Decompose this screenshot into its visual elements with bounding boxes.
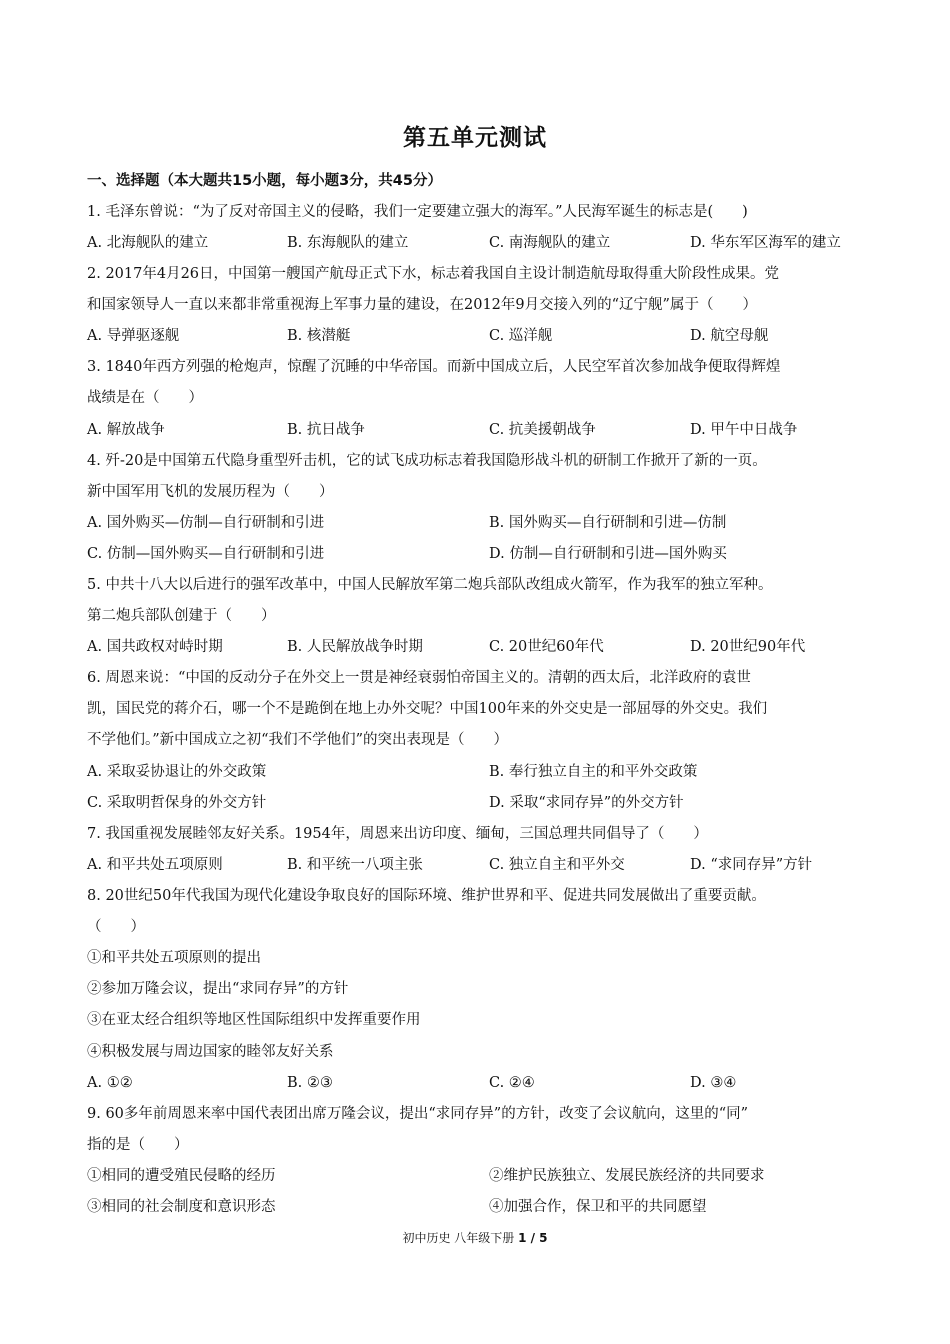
question-8-statement-3: ③在亚太经合组织等地区性国际组织中发挥重要作用 — [87, 1012, 421, 1028]
footer-course-label: 初中历史 八年级下册 — [402, 1231, 519, 1245]
question-5-option-c[interactable]: C. 20世纪60年代 — [489, 639, 604, 655]
question-4-option-b[interactable]: B. 国外购买—自行研制和引进—仿制 — [489, 515, 727, 531]
question-1-option-d[interactable]: D. 华东军区海军的建立 — [690, 235, 841, 251]
question-8-option-c[interactable]: C. ②④ — [489, 1075, 535, 1091]
question-6-option-c[interactable]: C. 采取明哲保身的外交方针 — [87, 795, 267, 811]
question-6-option-b[interactable]: B. 奉行独立自主的和平外交政策 — [489, 764, 698, 780]
question-7-text: 7. 我国重视发展睦邻友好关系。1954年，周恩来出访印度、缅甸，三国总理共同倡导了（ ） — [87, 826, 708, 842]
question-7-option-a[interactable]: A. 和平共处五项原则 — [87, 857, 223, 873]
question-9-statement-3: ③相同的社会制度和意识形态 — [87, 1199, 276, 1215]
question-9-statement-2: ②维护民族独立、发展民族经济的共同要求 — [489, 1168, 765, 1184]
question-3-option-c[interactable]: C. 抗美援朝战争 — [489, 422, 596, 438]
question-4-text-line-1: 4. 歼-20是中国第五代隐身重型歼击机，它的试飞成功标志着我国隐形战斗机的研制工作掀开了新的一页。 — [87, 453, 767, 469]
question-8-text-line-1: 8. 20世纪50年代我国为现代化建设争取良好的国际环境、维护世界和平、促进共同发展做出了重要贡献。 — [87, 888, 766, 904]
question-8-option-a[interactable]: A. ①② — [87, 1075, 133, 1091]
question-8-text-line-2: （ ） — [87, 919, 145, 935]
question-2-text-line-1: 2. 2017年4月26日，中国第一艘国产航母正式下水，标志着我国自主设计制造航母取得重大阶段性成果。党 — [87, 266, 780, 282]
question-4-text-line-2: 新中国军用飞机的发展历程为（ ） — [87, 484, 334, 500]
question-4-options-row-1 — [87, 511, 877, 535]
question-7-options — [87, 853, 877, 877]
question-8-statement-2: ②参加万隆会议，提出“求同存异”的方针 — [87, 981, 349, 997]
question-9-statement-1: ①相同的遭受殖民侵略的经历 — [87, 1168, 276, 1184]
question-5-text-line-1: 5. 中共十八大以后进行的强军改革中，中国人民解放军第二炮兵部队改组成火箭军，作为我军的独立军种。 — [87, 577, 773, 593]
question-3-option-d[interactable]: D. 甲午中日战争 — [690, 422, 798, 438]
question-8-statement-4: ④积极发展与周边国家的睦邻友好关系 — [87, 1044, 334, 1060]
question-3-option-a[interactable]: A. 解放战争 — [87, 422, 165, 438]
question-2-text-line-2: 和国家领导人一直以来都非常重视海上军事力量的建设，在2012年9月交接入列的“辽宁舰”属于（ ） — [87, 297, 757, 313]
question-6-option-d[interactable]: D. 采取“求同存异”的外交方针 — [489, 795, 684, 811]
question-6-options-row-2 — [87, 791, 877, 815]
question-2-option-d[interactable]: D. 航空母舰 — [690, 328, 769, 344]
question-1-option-a[interactable]: A. 北海舰队的建立 — [87, 235, 209, 251]
question-2-option-b[interactable]: B. 核潜艇 — [287, 328, 351, 344]
question-4-option-a[interactable]: A. 国外购买—仿制—自行研制和引进 — [87, 515, 325, 531]
question-9-text-line-1: 9. 60多年前周恩来率中国代表团出席万隆会议，提出“求同存异”的方针，改变了会议航向，这里的“同” — [87, 1106, 749, 1122]
question-3-option-b[interactable]: B. 抗日战争 — [287, 422, 365, 438]
question-6-text-line-1: 6. 周恩来说：“中国的反动分子在外交上一贯是神经衰弱怕帝国主义的。清朝的西太后，北洋政府的袁世 — [87, 670, 751, 686]
page-number: 1 / 5 — [518, 1231, 548, 1245]
question-9-text-line-2: 指的是（ ） — [87, 1137, 189, 1153]
question-1-text: 1. 毛泽东曾说：“为了反对帝国主义的侵略，我们一定要建立强大的海军。”人民海军诞生的标志是( ) — [87, 204, 748, 220]
question-7-option-b[interactable]: B. 和平统一八项主张 — [287, 857, 423, 873]
question-9-statements-row-2 — [87, 1195, 877, 1219]
page-title: 第五单元测试 — [403, 125, 547, 151]
question-5-option-d[interactable]: D. 20世纪90年代 — [690, 639, 806, 655]
question-3-text-line-1: 3. 1840年西方列强的枪炮声，惊醒了沉睡的中华帝国。而新中国成立后，人民空军首次参加战争便取得辉煌 — [87, 359, 781, 375]
question-6-text-line-2: 凯，国民党的蒋介石，哪一个不是跪倒在地上办外交呢？中国100年来的外交史是一部屈辱的外交史。我们 — [87, 701, 768, 717]
question-5-options — [87, 635, 877, 659]
question-2-option-c[interactable]: C. 巡洋舰 — [489, 328, 553, 344]
question-7-option-c[interactable]: C. 独立自主和平外交 — [489, 857, 625, 873]
question-2-option-a[interactable]: A. 导弹驱逐舰 — [87, 328, 180, 344]
question-5-text-line-2: 第二炮兵部队创建于（ ） — [87, 608, 276, 624]
question-7-option-d[interactable]: D. “求同存异”方针 — [690, 857, 813, 873]
section-heading: 一、选择题（本大题共15小题，每小题3分，共45分） — [87, 173, 442, 189]
question-1-options — [87, 231, 877, 255]
question-8-statement-1: ①和平共处五项原则的提出 — [87, 950, 261, 966]
question-2-options — [87, 324, 877, 348]
question-8-option-d[interactable]: D. ③④ — [690, 1075, 737, 1091]
question-3-text-line-2: 战绩是在（ ） — [87, 390, 203, 406]
question-4-option-c[interactable]: C. 仿制—国外购买—自行研制和引进 — [87, 546, 325, 562]
question-9-statement-4: ④加强合作，保卫和平的共同愿望 — [489, 1199, 707, 1215]
question-8-options — [87, 1071, 877, 1095]
question-6-options-row-1 — [87, 760, 877, 784]
question-3-options — [87, 418, 877, 442]
question-1-option-b[interactable]: B. 东海舰队的建立 — [287, 235, 409, 251]
question-6-text-line-3: 不学他们。”新中国成立之初“我们不学他们”的突出表现是（ ） — [87, 732, 508, 748]
question-1-option-c[interactable]: C. 南海舰队的建立 — [489, 235, 611, 251]
question-4-option-d[interactable]: D. 仿制—自行研制和引进—国外购买 — [489, 546, 727, 562]
page-footer — [0, 1228, 950, 1248]
question-4-options-row-2 — [87, 542, 877, 566]
question-8-option-b[interactable]: B. ②③ — [287, 1075, 333, 1091]
question-5-option-b[interactable]: B. 人民解放战争时期 — [287, 639, 423, 655]
question-9-statements-row-1 — [87, 1164, 877, 1188]
question-6-option-a[interactable]: A. 采取妥协退让的外交政策 — [87, 764, 267, 780]
question-5-option-a[interactable]: A. 国共政权对峙时期 — [87, 639, 223, 655]
